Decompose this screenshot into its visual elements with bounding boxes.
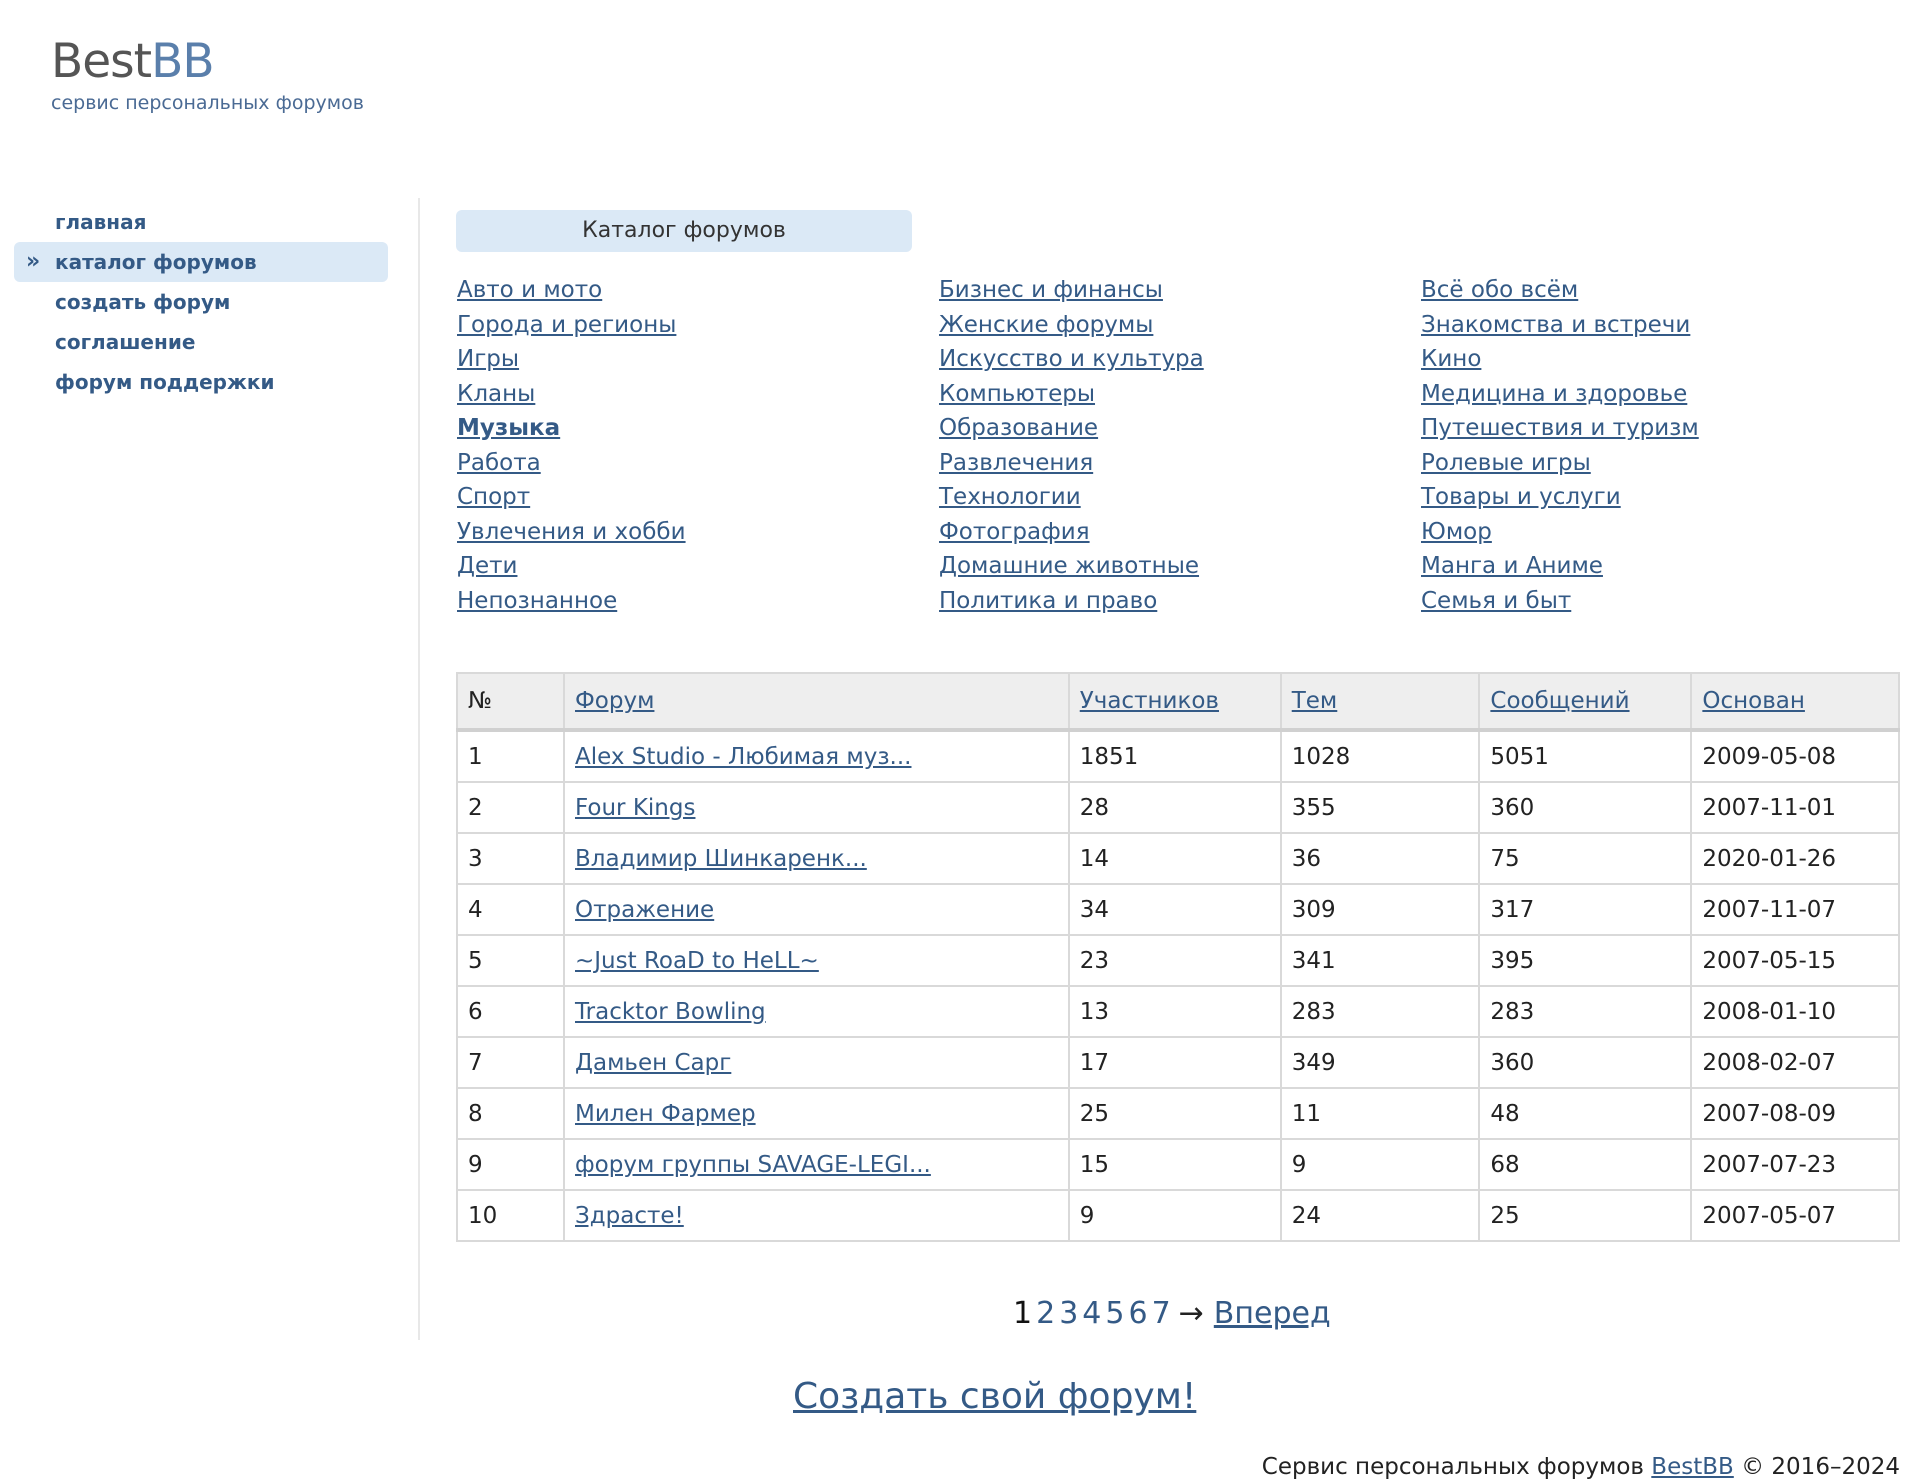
table-cell[interactable] [564, 935, 1069, 986]
forum-link[interactable]: Дамьен Сарг [575, 1049, 732, 1076]
sidebar-item-label: главная [55, 210, 147, 234]
table-cell: 9 [1069, 1190, 1281, 1241]
table-header-cell: № [457, 673, 564, 730]
table-cell: 2 [457, 782, 564, 833]
category-link[interactable]: Развлечения [939, 449, 1094, 476]
category-link[interactable]: Работа [457, 449, 541, 476]
forum-link[interactable]: Four Kings [575, 794, 696, 821]
category-link[interactable]: Семья и быт [1421, 587, 1572, 614]
logo-text[interactable] [51, 34, 364, 90]
pager-current: 1 [1013, 1296, 1033, 1331]
table-cell: 341 [1281, 935, 1480, 986]
category-link[interactable]: Дети [457, 553, 518, 579]
table-cell: 11 [1281, 1088, 1480, 1139]
forum-link[interactable]: Здрасте! [575, 1202, 684, 1229]
table-cell: 7 [457, 1037, 564, 1088]
table-row [457, 1139, 1899, 1190]
category-column [1421, 273, 1903, 618]
table-cell: 2007-05-07 [1691, 1190, 1899, 1241]
table-cell: 2007-05-15 [1691, 935, 1899, 986]
table-cell[interactable] [564, 730, 1069, 782]
logo-bb: BB [151, 34, 214, 89]
category-link[interactable]: Компьютеры [939, 380, 1096, 407]
sidebar-item-label: форум поддержки [55, 370, 275, 394]
forum-link[interactable]: Tracktor Bowling [575, 998, 766, 1025]
category-link[interactable]: Политика и право [939, 587, 1158, 614]
category-link[interactable]: Авто и мото [457, 277, 603, 303]
table-cell: 9 [457, 1139, 564, 1190]
category-link[interactable]: Игры [457, 346, 520, 372]
table-cell[interactable] [564, 833, 1069, 884]
category-link[interactable]: Домашние животные [939, 553, 1200, 579]
tagline: сервис персональных форумов [51, 92, 364, 114]
table-cell: 360 [1479, 782, 1691, 833]
table-cell: 2008-02-07 [1691, 1037, 1899, 1088]
category-link[interactable]: Технологии [939, 484, 1081, 510]
pager-page-link[interactable]: 5 [1105, 1296, 1125, 1331]
table-cell: 2009-05-08 [1691, 730, 1899, 782]
table-cell: 2007-11-07 [1691, 884, 1899, 935]
table-cell: 24 [1281, 1190, 1480, 1241]
table-cell: 283 [1281, 986, 1480, 1037]
category-link[interactable]: Образование [939, 415, 1099, 441]
table-cell: 1851 [1069, 730, 1281, 782]
category-link[interactable]: Всё обо всём [1421, 277, 1579, 303]
category-link[interactable]: Бизнес и финансы [939, 277, 1163, 303]
table-cell[interactable] [564, 1037, 1069, 1088]
active-marker-icon: » [26, 249, 41, 274]
table-row [457, 833, 1899, 884]
table-cell: 34 [1069, 884, 1281, 935]
table-cell[interactable] [564, 1139, 1069, 1190]
table-row [457, 1037, 1899, 1088]
table-cell: 2020-01-26 [1691, 833, 1899, 884]
table-cell: 1028 [1281, 730, 1480, 782]
table-cell: 6 [457, 986, 564, 1037]
create-forum-link[interactable]: Создать свой форум! [793, 1376, 1197, 1417]
pager-next-link[interactable]: Вперед [1213, 1296, 1331, 1331]
category-link[interactable]: Товары и услуги [1421, 484, 1621, 510]
sort-link[interactable]: Сообщений [1490, 688, 1630, 714]
category-link[interactable]: Непознанное [457, 587, 618, 614]
footer-copyright: © 2016–2024 [1741, 1454, 1900, 1480]
category-link[interactable]: Знакомства и встречи [1421, 311, 1691, 338]
category-link[interactable]: Музыка [457, 415, 561, 441]
category-link[interactable]: Спорт [457, 484, 531, 510]
table-cell: 1 [457, 730, 564, 782]
sidebar-item[interactable] [14, 242, 388, 282]
table-row [457, 730, 1899, 782]
table-cell: 48 [1479, 1088, 1691, 1139]
table-cell: 2007-07-23 [1691, 1139, 1899, 1190]
sidebar-item-label: соглашение [55, 330, 196, 354]
table-cell: 28 [1069, 782, 1281, 833]
sidebar-item-label: создать форум [55, 290, 231, 314]
table-cell: 17 [1069, 1037, 1281, 1088]
category-link[interactable]: Медицина и здоровье [1421, 380, 1688, 407]
table-cell[interactable] [564, 986, 1069, 1037]
table-cell: 5051 [1479, 730, 1691, 782]
category-link[interactable]: Искусство и культура [939, 346, 1204, 372]
table-cell: 5 [457, 935, 564, 986]
table-cell: 75 [1479, 833, 1691, 884]
category-column [939, 273, 1421, 618]
sidebar-nav [14, 202, 388, 402]
table-body [457, 730, 1899, 1241]
table-cell: 13 [1069, 986, 1281, 1037]
table-cell[interactable] [564, 1190, 1069, 1241]
table-cell: 360 [1479, 1037, 1691, 1088]
table-cell: 349 [1281, 1037, 1480, 1088]
category-link[interactable]: Ролевые игры [1421, 449, 1591, 476]
category-link[interactable]: Кино [1421, 346, 1482, 372]
table-cell[interactable] [564, 884, 1069, 935]
pager-page-link[interactable]: 3 [1059, 1296, 1079, 1331]
table-row [457, 884, 1899, 935]
category-link[interactable]: Юмор [1421, 518, 1492, 545]
table-cell: 25 [1069, 1088, 1281, 1139]
sort-link[interactable]: Форум [575, 688, 655, 714]
pagination [1013, 1296, 1331, 1331]
table-cell: 2007-08-09 [1691, 1088, 1899, 1139]
table-cell: 14 [1069, 833, 1281, 884]
table-cell: 2007-11-01 [1691, 782, 1899, 833]
table-row [457, 1190, 1899, 1241]
forums-table [456, 672, 1900, 1242]
table-cell: 15 [1069, 1139, 1281, 1190]
sidebar-item[interactable] [14, 282, 388, 322]
pager-page-link[interactable]: 6 [1128, 1296, 1148, 1331]
table-cell: 25 [1479, 1190, 1691, 1241]
table-cell[interactable] [564, 782, 1069, 833]
table-header-cell[interactable] [1281, 673, 1480, 730]
logo-best: Best [51, 34, 152, 89]
table-cell: 355 [1281, 782, 1480, 833]
table-cell: 23 [1069, 935, 1281, 986]
category-link[interactable]: Манга и Аниме [1421, 553, 1603, 579]
table-header-cell[interactable] [1479, 673, 1691, 730]
category-link[interactable]: Города и регионы [457, 311, 677, 338]
table-header-cell[interactable] [564, 673, 1069, 730]
table-header-row [457, 673, 1899, 730]
category-link[interactable]: Женские форумы [939, 311, 1154, 338]
forum-link[interactable]: Alex Studio - Любимая муз... [575, 743, 912, 770]
arrow-right-icon: → [1178, 1296, 1204, 1331]
table-cell: 395 [1479, 935, 1691, 986]
table-cell: 68 [1479, 1139, 1691, 1190]
table-cell: 10 [457, 1190, 564, 1241]
table-header-cell[interactable] [1691, 673, 1899, 730]
table-cell: 283 [1479, 986, 1691, 1037]
category-list [457, 273, 1907, 618]
footer-text: Сервис персональных форумов [1261, 1454, 1644, 1480]
table-cell: 3 [457, 833, 564, 884]
table-cell: 309 [1281, 884, 1480, 935]
table-row [457, 782, 1899, 833]
table-cell: 317 [1479, 884, 1691, 935]
forum-link[interactable]: ~Just RoaD to HeLL~ [575, 947, 819, 974]
table-row [457, 935, 1899, 986]
table-cell: 9 [1281, 1139, 1480, 1190]
category-link[interactable]: Увлечения и хобби [457, 518, 686, 545]
sidebar-item-label: каталог форумов [55, 250, 257, 274]
forum-link[interactable]: форум группы SAVAGE-LEGI... [575, 1151, 931, 1178]
logo[interactable] [51, 34, 364, 114]
sort-link[interactable]: Участников [1079, 688, 1219, 714]
table-cell: 2008-01-10 [1691, 986, 1899, 1037]
table-cell[interactable] [564, 1088, 1069, 1139]
table-cell: 4 [457, 884, 564, 935]
category-link[interactable]: Путешествия и туризм [1421, 415, 1699, 441]
footer [1262, 1454, 1900, 1480]
table-row [457, 1088, 1899, 1139]
divider [418, 198, 420, 1340]
sidebar-item[interactable] [14, 362, 388, 402]
category-column [457, 273, 939, 618]
category-link[interactable]: Кланы [457, 380, 536, 407]
table-row [457, 986, 1899, 1037]
table-header-cell[interactable] [1069, 673, 1281, 730]
sort-link[interactable]: Тем [1291, 688, 1338, 714]
pager-page-link[interactable]: 4 [1082, 1296, 1102, 1331]
sort-link[interactable]: Основан [1702, 688, 1805, 714]
sidebar-item[interactable] [14, 322, 388, 362]
table-cell: 8 [457, 1088, 564, 1139]
sidebar-item[interactable] [14, 202, 388, 242]
category-link[interactable]: Фотография [939, 518, 1090, 545]
tab-catalog[interactable]: Каталог форумов [456, 210, 912, 252]
table-cell: 36 [1281, 833, 1480, 884]
pager-page-link[interactable]: 2 [1036, 1296, 1056, 1331]
pager-page-link[interactable]: 7 [1151, 1296, 1171, 1331]
forum-link[interactable]: Владимир Шинкаренк... [575, 845, 867, 872]
footer-bestbb-link[interactable]: BestBB [1651, 1454, 1734, 1480]
forum-link[interactable]: Отражение [575, 896, 715, 923]
forum-link[interactable]: Милен Фармер [575, 1100, 756, 1127]
